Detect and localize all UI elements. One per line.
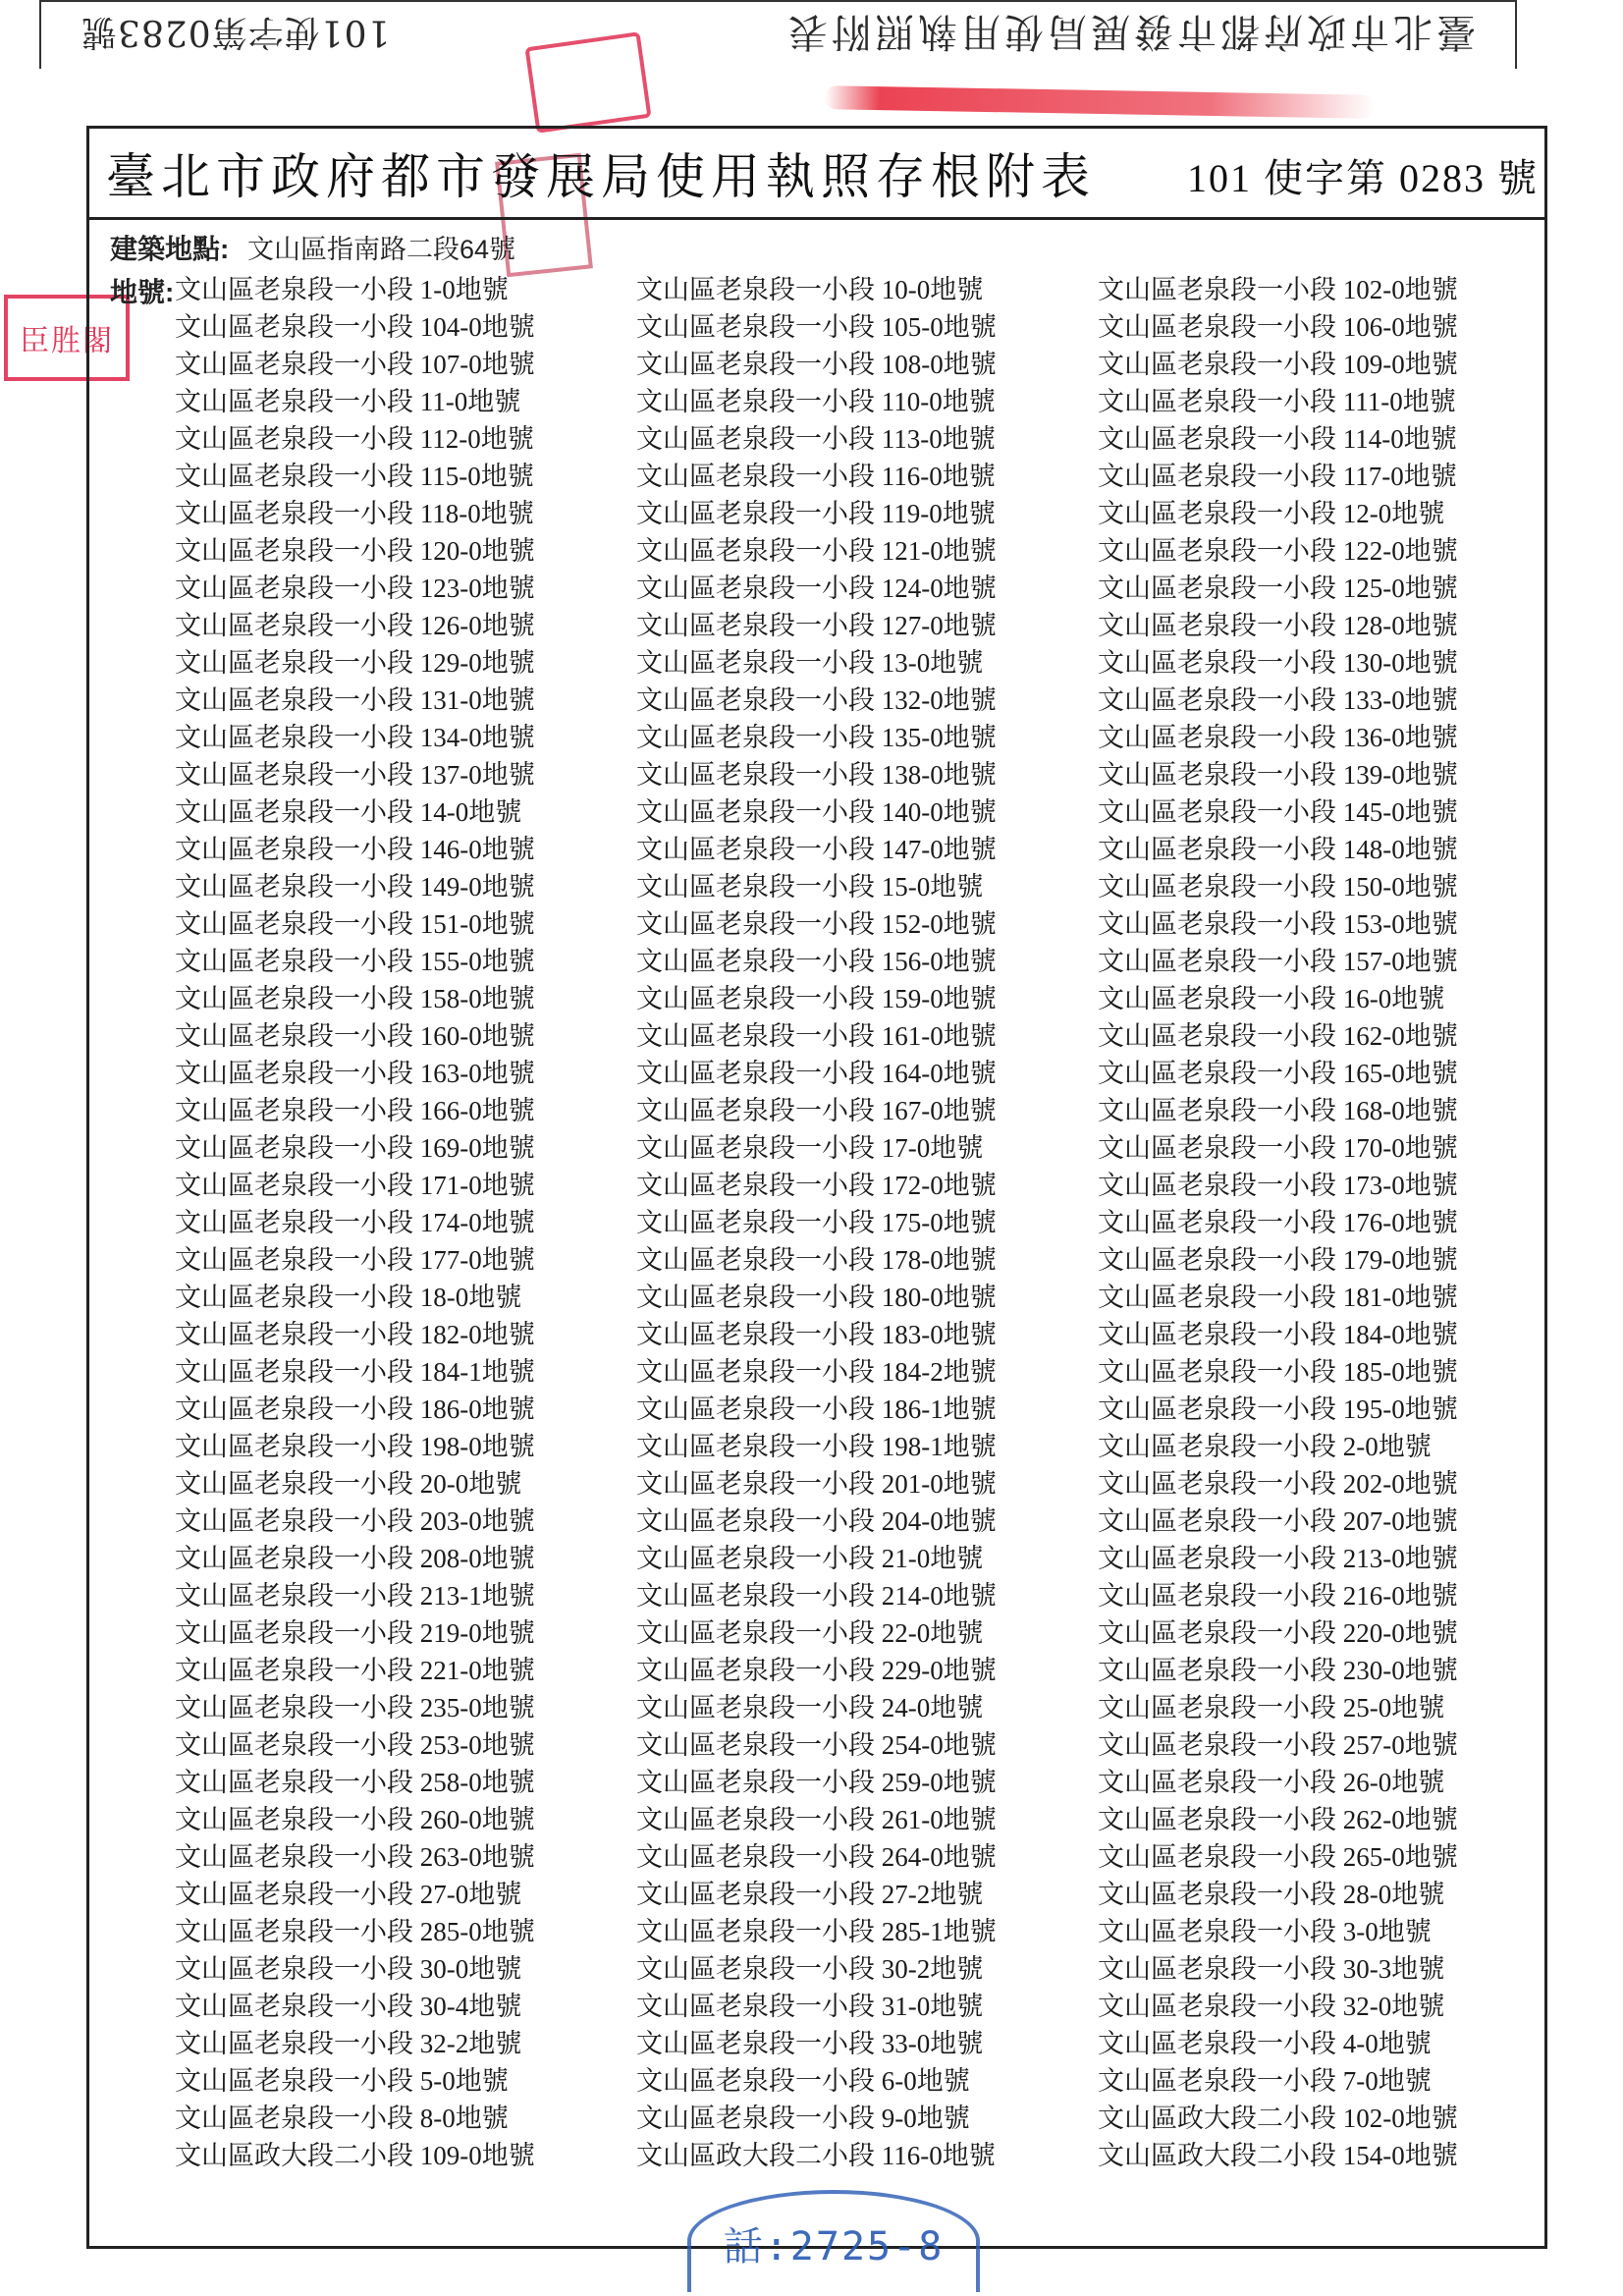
lot-entry: 文山區老泉段一小段 155-0地號 [175, 947, 535, 976]
lot-entry: 文山區老泉段一小段 157-0地號 [1098, 947, 1458, 976]
lot-entry: 文山區老泉段一小段 119-0地號 [636, 499, 996, 528]
lot-entry: 文山區老泉段一小段 140-0地號 [636, 797, 997, 827]
lot-entry: 文山區老泉段一小段 125-0地號 [1098, 574, 1458, 603]
lot-entry: 文山區老泉段一小段 102-0地號 [1098, 275, 1458, 304]
lot-entry: 文山區老泉段一小段 165-0地號 [1098, 1059, 1458, 1088]
lot-entry: 文山區老泉段一小段 262-0地號 [1098, 1805, 1458, 1834]
lot-entry: 文山區老泉段一小段 178-0地號 [636, 1245, 997, 1275]
site-address: 文山區指南路二段64號 [247, 235, 516, 264]
lot-entry: 文山區老泉段一小段 28-0地號 [1098, 1880, 1445, 1909]
lot-entry: 文山區老泉段一小段 24-0地號 [636, 1693, 984, 1722]
lot-entry: 文山區老泉段一小段 152-0地號 [636, 909, 997, 939]
lot-entry: 文山區老泉段一小段 230-0地號 [1098, 1656, 1458, 1685]
lot-entry: 文山區老泉段一小段 6-0地號 [636, 2066, 970, 2096]
lot-entry: 文山區老泉段一小段 171-0地號 [175, 1171, 535, 1200]
lot-entry: 文山區老泉段一小段 204-0地號 [636, 1506, 997, 1536]
lot-entry: 文山區老泉段一小段 263-0地號 [175, 1842, 535, 1872]
lot-entry: 文山區老泉段一小段 147-0地號 [636, 835, 997, 864]
lot-entry: 文山區老泉段一小段 213-0地號 [1098, 1544, 1458, 1573]
bleed-through-number: 101使字第0283號 [81, 12, 391, 53]
lot-entry: 文山區老泉段一小段 235-0地號 [175, 1693, 535, 1722]
lot-entry: 文山區老泉段一小段 229-0地號 [636, 1656, 997, 1685]
lot-entry: 文山區老泉段一小段 122-0地號 [1098, 536, 1458, 566]
lot-entry: 文山區老泉段一小段 163-0地號 [175, 1059, 535, 1088]
lot-entry: 文山區老泉段一小段 208-0地號 [175, 1544, 535, 1573]
lot-entry: 文山區老泉段一小段 4-0地號 [1098, 2029, 1432, 2058]
bleed-through-title: 臺北市政府都市發展局使用執照附表 [784, 9, 1476, 55]
lot-entry: 文山區老泉段一小段 186-1地號 [636, 1394, 997, 1424]
lots-list [175, 271, 1520, 2174]
lot-entry: 文山區老泉段一小段 104-0地號 [175, 312, 535, 342]
lot-entry: 文山區老泉段一小段 132-0地號 [636, 685, 997, 715]
lot-entry: 文山區老泉段一小段 145-0地號 [1098, 797, 1458, 827]
lot-entry: 文山區老泉段一小段 185-0地號 [1098, 1357, 1458, 1387]
lot-entry: 文山區老泉段一小段 162-0地號 [1098, 1021, 1458, 1051]
lot-entry: 文山區老泉段一小段 168-0地號 [1098, 1096, 1458, 1125]
lot-entry: 文山區老泉段一小段 114-0地號 [1098, 424, 1457, 454]
lot-entry: 文山區老泉段一小段 25-0地號 [1098, 1693, 1445, 1722]
lot-entry: 文山區老泉段一小段 16-0地號 [1098, 984, 1445, 1013]
lot-entry: 文山區老泉段一小段 164-0地號 [636, 1059, 997, 1088]
lot-entry: 文山區老泉段一小段 146-0地號 [175, 835, 535, 864]
lot-entry: 文山區老泉段一小段 285-0地號 [175, 1917, 535, 1946]
lot-entry: 文山區老泉段一小段 177-0地號 [175, 1245, 535, 1275]
lot-entry: 文山區老泉段一小段 8-0地號 [175, 2104, 509, 2133]
lot-entry: 文山區老泉段一小段 214-0地號 [636, 1581, 997, 1611]
red-seal-left: 臣胜閣 [4, 295, 130, 381]
lot-entry: 文山區老泉段一小段 21-0地號 [636, 1544, 984, 1573]
lot-entry: 文山區老泉段一小段 105-0地號 [636, 312, 997, 342]
lot-entry: 文山區老泉段一小段 213-1地號 [175, 1581, 535, 1611]
lots-label: 地號: [110, 277, 175, 307]
lot-entry: 文山區老泉段一小段 173-0地號 [1098, 1171, 1458, 1200]
lot-entry: 文山區老泉段一小段 182-0地號 [175, 1320, 535, 1349]
lot-entry: 文山區老泉段一小段 180-0地號 [636, 1283, 997, 1312]
lot-entry: 文山區老泉段一小段 137-0地號 [175, 760, 535, 790]
lot-entry: 文山區老泉段一小段 148-0地號 [1098, 835, 1458, 864]
lot-entry: 文山區老泉段一小段 169-0地號 [175, 1133, 535, 1163]
lot-entry: 文山區老泉段一小段 195-0地號 [1098, 1394, 1458, 1424]
lot-entry: 文山區老泉段一小段 3-0地號 [1098, 1917, 1432, 1946]
lot-entry: 文山區老泉段一小段 18-0地號 [175, 1283, 522, 1312]
lot-entry: 文山區老泉段一小段 186-0地號 [175, 1394, 535, 1424]
lot-entry: 文山區老泉段一小段 167-0地號 [636, 1096, 997, 1125]
lot-entry: 文山區老泉段一小段 117-0地號 [1098, 462, 1457, 491]
lot-entry: 文山區老泉段一小段 220-0地號 [1098, 1618, 1458, 1648]
lot-entry: 文山區老泉段一小段 151-0地號 [175, 909, 535, 939]
lot-entry: 文山區老泉段一小段 161-0地號 [636, 1021, 997, 1051]
document-number: 101 使字第 0283 號 [1187, 156, 1539, 200]
lot-entry: 文山區老泉段一小段 126-0地號 [175, 611, 535, 640]
lot-entry: 文山區老泉段一小段 156-0地號 [636, 947, 997, 976]
lot-entry: 文山區老泉段一小段 138-0地號 [636, 760, 997, 790]
lot-entry: 文山區老泉段一小段 14-0地號 [175, 797, 522, 827]
lot-entry: 文山區老泉段一小段 258-0地號 [175, 1768, 535, 1797]
lot-entry: 文山區老泉段一小段 30-0地號 [175, 1954, 522, 1984]
lot-entry: 文山區老泉段一小段 118-0地號 [175, 499, 534, 528]
lot-entry: 文山區老泉段一小段 1-0地號 [175, 275, 509, 304]
lot-entry: 文山區老泉段一小段 121-0地號 [636, 536, 997, 566]
lot-entry: 文山區老泉段一小段 31-0地號 [636, 1992, 984, 2021]
lot-entry: 文山區老泉段一小段 13-0地號 [636, 648, 984, 678]
lot-entry: 文山區老泉段一小段 170-0地號 [1098, 1133, 1458, 1163]
lot-entry: 文山區老泉段一小段 128-0地號 [1098, 611, 1458, 640]
lot-entry: 文山區老泉段一小段 131-0地號 [175, 685, 535, 715]
lot-entry: 文山區政大段二小段 102-0地號 [1098, 2104, 1458, 2133]
red-seal-top [524, 31, 651, 134]
lot-entry: 文山區老泉段一小段 149-0地號 [175, 872, 535, 902]
lot-entry: 文山區政大段二小段 116-0地號 [636, 2141, 996, 2170]
lot-entry: 文山區老泉段一小段 30-3地號 [1098, 1954, 1445, 1984]
lot-entry: 文山區老泉段一小段 201-0地號 [636, 1469, 997, 1499]
document-title: 臺北市政府都市發展局使用執照存根附表 [106, 148, 1096, 205]
lot-entry: 文山區老泉段一小段 198-1地號 [636, 1432, 997, 1461]
lot-entry: 文山區老泉段一小段 123-0地號 [175, 574, 535, 603]
lot-entry: 文山區老泉段一小段 11-0地號 [175, 387, 521, 416]
lot-entry: 文山區老泉段一小段 129-0地號 [175, 648, 535, 678]
lot-entry: 文山區老泉段一小段 174-0地號 [175, 1208, 535, 1237]
lot-entry: 文山區老泉段一小段 106-0地號 [1098, 312, 1458, 342]
lot-entry: 文山區老泉段一小段 181-0地號 [1098, 1283, 1458, 1312]
lot-entry: 文山區老泉段一小段 179-0地號 [1098, 1245, 1458, 1275]
lot-entry: 文山區老泉段一小段 12-0地號 [1098, 499, 1445, 528]
lot-entry: 文山區老泉段一小段 112-0地號 [175, 424, 534, 454]
lot-entry: 文山區老泉段一小段 254-0地號 [636, 1730, 997, 1760]
lot-entry: 文山區老泉段一小段 26-0地號 [1098, 1768, 1445, 1797]
lot-entry: 文山區老泉段一小段 116-0地號 [636, 462, 996, 491]
red-stamp-smear [825, 85, 1375, 119]
lot-entry: 文山區老泉段一小段 108-0地號 [636, 350, 997, 379]
lot-entry: 文山區老泉段一小段 261-0地號 [636, 1805, 997, 1834]
lot-entry: 文山區老泉段一小段 111-0地號 [1098, 387, 1456, 416]
lot-entry: 文山區老泉段一小段 159-0地號 [636, 984, 997, 1013]
lot-entry: 文山區老泉段一小段 202-0地號 [1098, 1469, 1458, 1499]
lot-entry: 文山區老泉段一小段 253-0地號 [175, 1730, 535, 1760]
lot-entry: 文山區老泉段一小段 259-0地號 [636, 1768, 997, 1797]
lot-entry: 文山區老泉段一小段 166-0地號 [175, 1096, 535, 1125]
lot-entry: 文山區老泉段一小段 10-0地號 [636, 275, 984, 304]
lot-entry: 文山區老泉段一小段 27-0地號 [175, 1880, 522, 1909]
lot-entry: 文山區老泉段一小段 184-0地號 [1098, 1320, 1458, 1349]
lot-entry: 文山區老泉段一小段 32-0地號 [1098, 1992, 1445, 2021]
lot-entry: 文山區老泉段一小段 184-2地號 [636, 1357, 997, 1387]
lot-entry: 文山區老泉段一小段 27-2地號 [636, 1880, 984, 1909]
lot-entry: 文山區老泉段一小段 153-0地號 [1098, 909, 1458, 939]
lot-entry: 文山區老泉段一小段 160-0地號 [175, 1021, 535, 1051]
lot-entry: 文山區老泉段一小段 158-0地號 [175, 984, 535, 1013]
lot-entry: 文山區老泉段一小段 113-0地號 [636, 424, 996, 454]
lot-entry: 文山區老泉段一小段 5-0地號 [175, 2066, 509, 2096]
lot-entry: 文山區老泉段一小段 115-0地號 [175, 462, 534, 491]
lot-entry: 文山區老泉段一小段 257-0地號 [1098, 1730, 1458, 1760]
lot-entry: 文山區老泉段一小段 32-2地號 [175, 2029, 522, 2058]
lot-entry: 文山區老泉段一小段 176-0地號 [1098, 1208, 1458, 1237]
lot-entry: 文山區老泉段一小段 134-0地號 [175, 723, 535, 752]
lot-entry: 文山區老泉段一小段 7-0地號 [1098, 2066, 1432, 2096]
site-label: 建築地點: [110, 234, 230, 264]
lot-entry: 文山區老泉段一小段 221-0地號 [175, 1656, 535, 1685]
lot-entry: 文山區老泉段一小段 33-0地號 [636, 2029, 984, 2058]
lot-entry: 文山區老泉段一小段 133-0地號 [1098, 685, 1458, 715]
lot-entry: 文山區老泉段一小段 175-0地號 [636, 1208, 997, 1237]
lot-entry: 文山區老泉段一小段 260-0地號 [175, 1805, 535, 1834]
lot-entry: 文山區老泉段一小段 30-2地號 [636, 1954, 984, 1984]
lot-entry: 文山區老泉段一小段 265-0地號 [1098, 1842, 1458, 1872]
lot-entry: 文山區老泉段一小段 285-1地號 [636, 1917, 997, 1946]
lot-entry: 文山區老泉段一小段 124-0地號 [636, 574, 997, 603]
lot-entry: 文山區政大段二小段 109-0地號 [175, 2141, 535, 2170]
lot-entry: 文山區老泉段一小段 219-0地號 [175, 1618, 535, 1648]
lot-entry: 文山區老泉段一小段 22-0地號 [636, 1618, 984, 1648]
lot-entry: 文山區老泉段一小段 264-0地號 [636, 1842, 997, 1872]
lot-entry: 文山區老泉段一小段 139-0地號 [1098, 760, 1458, 790]
lot-entry: 文山區老泉段一小段 120-0地號 [175, 536, 535, 566]
lot-entry: 文山區老泉段一小段 30-4地號 [175, 1992, 522, 2021]
lot-entry: 文山區老泉段一小段 183-0地號 [636, 1320, 997, 1349]
lot-entry: 文山區老泉段一小段 20-0地號 [175, 1469, 522, 1499]
lot-entry: 文山區老泉段一小段 17-0地號 [636, 1133, 984, 1163]
bleed-through-header [39, 0, 1517, 69]
lot-entry: 文山區老泉段一小段 172-0地號 [636, 1171, 997, 1200]
lot-entry: 文山區老泉段一小段 216-0地號 [1098, 1581, 1458, 1611]
lot-entry: 文山區老泉段一小段 135-0地號 [636, 723, 997, 752]
lot-entry: 文山區老泉段一小段 150-0地號 [1098, 872, 1458, 902]
lot-entry: 文山區老泉段一小段 9-0地號 [636, 2104, 970, 2133]
lot-entry: 文山區老泉段一小段 198-0地號 [175, 1432, 535, 1461]
lot-entry: 文山區老泉段一小段 2-0地號 [1098, 1432, 1432, 1461]
blue-phone-stamp: 話:2725-8 [687, 2190, 980, 2292]
lot-entry: 文山區老泉段一小段 15-0地號 [636, 872, 984, 902]
lot-entry: 文山區老泉段一小段 130-0地號 [1098, 648, 1458, 678]
lot-entry: 文山區老泉段一小段 207-0地號 [1098, 1506, 1458, 1536]
lot-entry: 文山區老泉段一小段 107-0地號 [175, 350, 535, 379]
lot-entry: 文山區老泉段一小段 127-0地號 [636, 611, 997, 640]
lot-entry: 文山區老泉段一小段 184-1地號 [175, 1357, 535, 1387]
lot-entry: 文山區老泉段一小段 109-0地號 [1098, 350, 1458, 379]
lot-entry: 文山區老泉段一小段 203-0地號 [175, 1506, 535, 1536]
lot-entry: 文山區老泉段一小段 110-0地號 [636, 387, 996, 416]
lot-entry: 文山區老泉段一小段 136-0地號 [1098, 723, 1458, 752]
lot-entry: 文山區政大段二小段 154-0地號 [1098, 2141, 1458, 2170]
